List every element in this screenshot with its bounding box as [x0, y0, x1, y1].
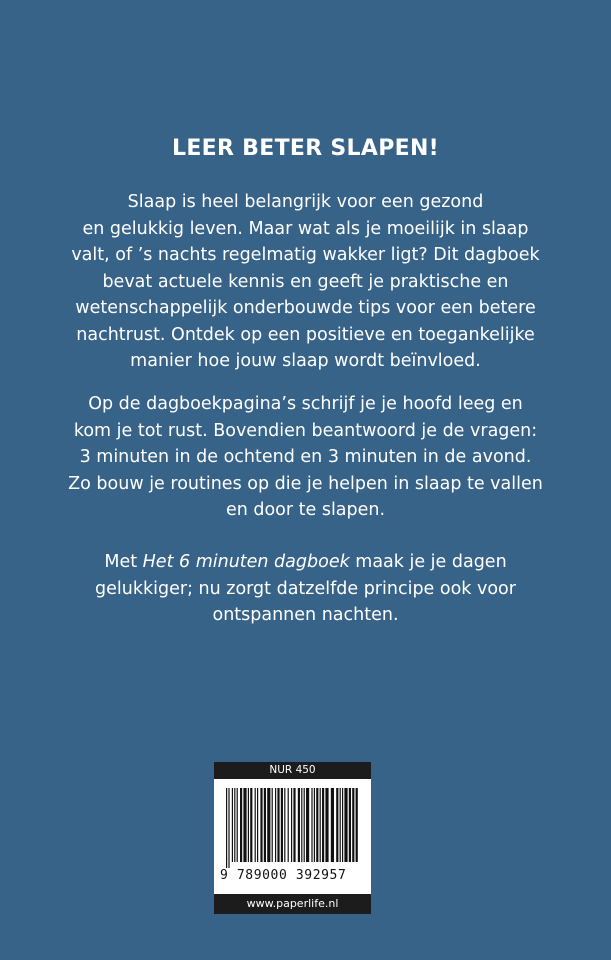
- barcode-box: [214, 779, 371, 894]
- barcode-bar: [260, 788, 262, 862]
- barcode-bar: [264, 788, 266, 862]
- barcode-bar: [226, 788, 227, 868]
- barcode-bar: [301, 788, 302, 862]
- isbn-number: 9 789000 392957: [220, 868, 347, 883]
- text-line: bevat actuele kennis en geeft je praktische en: [102, 271, 509, 292]
- cover-title: LEER BETER SLAPEN!: [172, 136, 439, 161]
- barcode-bar: [243, 788, 246, 862]
- text-line: en gelukkig leven. Maar wat als je moeilijk in slaap: [82, 218, 529, 239]
- text-line: [40, 549, 571, 576]
- text-line: kom je tot rust. Bovendien beantwoord je de vragen:: [73, 420, 538, 441]
- barcode-bar: [255, 788, 256, 862]
- barcode-bar: [240, 788, 242, 862]
- barcode-bar: [298, 788, 300, 862]
- paragraph-diary-pages: [40, 391, 571, 524]
- text-line: valt, of ’s nachts regelmatig wakker ligt? Dit dagboek: [71, 245, 540, 265]
- text-line: wetenschappelijk onderbouwde tips voor een betere: [75, 298, 536, 318]
- barcode-bar: [275, 788, 276, 862]
- barcode-bar: [277, 788, 279, 862]
- barcode-bar: [325, 788, 328, 862]
- barcode-bar: [281, 788, 283, 862]
- barcode-bar: [304, 788, 305, 862]
- barcode-bar: [356, 788, 358, 862]
- text-line: Slaap is heel belangrijk voor een gezond: [127, 192, 484, 212]
- publisher-url: www.paperlife.nl: [214, 894, 371, 914]
- barcode-bar: [340, 788, 341, 862]
- text-line: 3 minuten in de ochtend en 3 minuten in de avond.: [79, 447, 532, 467]
- text-line: Op de dagboekpagina’s schrijf je je hoofd leeg en: [88, 394, 523, 414]
- barcode-bar: [342, 788, 343, 862]
- text-line: gelukkiger; nu zorgt datzelfde principe ook voor: [95, 578, 516, 599]
- text-line: Zo bouw je routines op die je helpen in slaap te vallen: [68, 473, 543, 494]
- paragraph-closing: [40, 549, 571, 629]
- paragraph-intro: [40, 189, 571, 375]
- barcode-bar: [267, 788, 270, 862]
- text-line: en door te slapen.: [225, 500, 386, 520]
- barcode-bar: [344, 788, 347, 862]
- text-line: ontspannen nachten.: [212, 605, 399, 625]
- barcode-bar: [237, 788, 238, 862]
- barcode-bar: [288, 788, 289, 862]
- barcode-bar: [272, 788, 273, 862]
- text-line: nachtrust. Ontdek op een positieve en toegankelijke: [76, 324, 535, 345]
- barcode-bar: [250, 788, 252, 862]
- barcode-bar: [306, 788, 309, 862]
- book-title-italic: Het 6 minuten dagboek: [142, 552, 350, 572]
- barcode-bar: [228, 788, 229, 868]
- barcode-bar: [293, 788, 295, 862]
- text-lead: Met: [104, 552, 143, 572]
- text-rest: maak je je dagen: [349, 552, 507, 572]
- barcode-bar: [311, 788, 312, 862]
- barcode-bar: [336, 788, 338, 862]
- barcode-bar: [316, 788, 318, 862]
- barcode-bar: [352, 788, 354, 862]
- barcode-bar: [291, 788, 292, 862]
- barcode-block: [214, 762, 371, 914]
- barcode-icon: [224, 788, 361, 868]
- nur-label: NUR 450: [214, 762, 371, 779]
- barcode-bar: [284, 788, 285, 862]
- barcode-bar: [234, 788, 235, 862]
- barcode-bar: [257, 788, 258, 862]
- barcode-bar: [320, 788, 321, 862]
- barcode-bar: [232, 788, 233, 862]
- barcode-bar: [322, 788, 324, 862]
- text-line: manier hoe jouw slaap wordt beïnvloed.: [130, 351, 481, 371]
- barcode-bar: [349, 788, 351, 862]
- barcode-bar: [314, 788, 315, 862]
- barcode-bar: [331, 788, 334, 862]
- barcode-bar: [248, 788, 249, 862]
